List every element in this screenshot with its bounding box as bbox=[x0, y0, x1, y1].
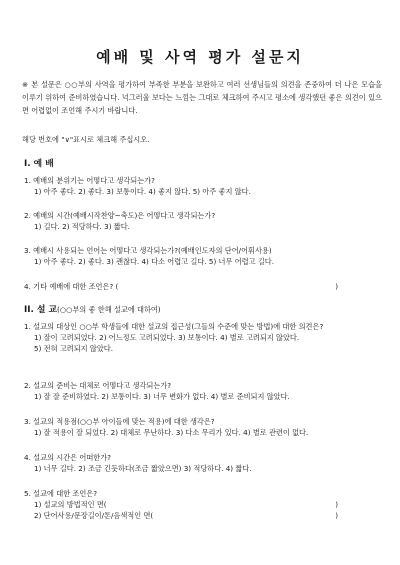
intro-paragraph: ※ 본 설문은 ○○부의 사역을 평가하여 부족한 부분을 보완하고 여러 선생님들의 의견을 존중하여 더 나은 모습을 이루기 위하여 준비하였습니다. 넉그러울 보다는 느낌는 그대로 체크하여 주시고 평소에 생각했던 좋은 의견이 있으면 어렵없이 조언해 주시기 바랍니다. bbox=[22, 80, 382, 115]
question-text: 2. 설교의 준비는 대체로 어떻다고 생각되는가? bbox=[24, 381, 172, 390]
sermon-question-1 bbox=[24, 321, 374, 354]
worship-question-4 bbox=[24, 281, 374, 292]
instruction-text: 해당 번호에 "∨"표시로 체크해 주십시오. bbox=[22, 135, 150, 144]
worship-question-3 bbox=[24, 245, 374, 267]
question-text: 5. 설교에 대한 조언은? bbox=[24, 489, 98, 498]
section-sermon-note: (○○부의 좋 한해 설교에 대하여) bbox=[57, 305, 161, 314]
worship-question-1 bbox=[24, 175, 374, 197]
question-text: 2. 예배의 시간(예배시작찬양~축도)은 어떻다고 생각되는가? bbox=[24, 211, 216, 220]
sermon-question-2 bbox=[24, 380, 374, 402]
comment-field-method[interactable] bbox=[24, 499, 374, 510]
question-text: 1. 예배의 분위기는 어떻다고 생각되는가? bbox=[24, 176, 155, 185]
question-options-extra[interactable]: 5) 전혀 고려되지 않았다. bbox=[34, 344, 114, 353]
question-text: 4. 설교의 시간은 어떠한가? bbox=[24, 453, 111, 462]
question-options[interactable]: 1) 잘이 고려되었다. 2) 어느정도 고려되었다. 3) 보통이다. 4) 별로 고려되지 않았다. bbox=[34, 333, 300, 342]
item-text: 1) 설교의 방법적인 면( bbox=[34, 500, 107, 509]
question-options[interactable]: 1) 아주 좋다. 2) 좋다. 3) 괜찮다. 4) 다소 어렵고 길다. 5) 너무 어렵고 길다. bbox=[34, 257, 274, 266]
page-title: 예배 및 사역 평가 설문지 bbox=[96, 48, 304, 66]
closing-paren: ) bbox=[335, 500, 338, 509]
sermon-question-3 bbox=[24, 416, 374, 438]
question-text: 3. 예배시 사용되는 언어는 어떻다고 생각되는가?(예배인도자의 단어/어휘사용) bbox=[24, 246, 272, 255]
comment-field-wording[interactable] bbox=[24, 510, 374, 521]
closing-paren: ) bbox=[335, 511, 338, 520]
question-text: 1. 설교의 대상인 ○○부 학생들에 대한 설교의 접근성(그들의 수준에 맞는 방법)에 대한 의견은? bbox=[24, 322, 324, 331]
question-options[interactable]: 1) 아주 좋다. 2) 좋다. 3) 보통이다. 4) 좋지 않다. 5) 아주 좋지 않다. bbox=[34, 187, 251, 196]
item-text: 2) 단어사용/문장길이/톤/음색적인 면( bbox=[34, 511, 154, 520]
question-text: 4. 기타 예배에 대한 조언은? ( bbox=[24, 282, 119, 291]
question-options[interactable]: 1) 길다. 2) 적당하다. 3) 짧다. bbox=[34, 222, 130, 231]
sermon-question-5 bbox=[24, 488, 374, 521]
comment-field[interactable] bbox=[24, 281, 374, 292]
section-sermon-title: II. 설 교 bbox=[24, 305, 58, 315]
sermon-question-4 bbox=[24, 452, 374, 474]
question-options[interactable]: 1) 너무 길다. 2) 조금 긴듯하다(조금 짧았으면) 3) 적당하다. 4) 짧다. bbox=[34, 464, 252, 473]
closing-paren: ) bbox=[335, 282, 338, 291]
question-options[interactable]: 1) 잘 적용이 잘 되었다. 2) 대체로 무난하다. 3) 다소 무리가 있다. 4) 별로 관련이 없다. bbox=[34, 428, 309, 437]
section-worship-heading: I. 예 배 bbox=[24, 159, 54, 169]
section-sermon-heading bbox=[24, 304, 161, 316]
question-text: 3. 설교의 적용점(○○부 아이들에 맞는 적용)에 대한 생각은? bbox=[24, 417, 215, 426]
question-options[interactable]: 1) 잘 잘 준비하였다. 2) 보통이다. 3) 너무 변화가 없다. 4) 별로 준비되지 않았다. bbox=[34, 392, 290, 401]
worship-question-2 bbox=[24, 210, 374, 232]
